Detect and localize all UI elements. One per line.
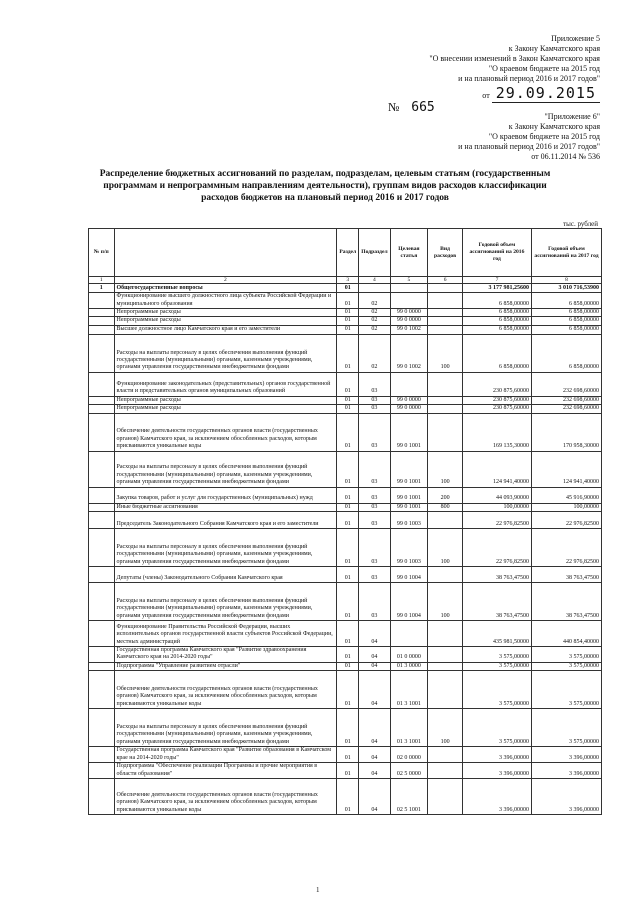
cell-num [89, 709, 115, 747]
cell-podrazdel: 03 [359, 413, 390, 451]
cell-name: Функционирование Правительства Российской Федерации, высших исполнительных органов государственной власти субъектов Российской Федерации, местных администраций [114, 621, 337, 647]
index-cell: 8 [531, 277, 601, 284]
document-title: Распределение бюджетных ассигнований по разделам, подразделам, целевым статьям (государственным программам и непрограммным направлениям деятельности), группам видов расходов классификации расходов бюджетов на плановый период 2016 и 2017 годов [99, 169, 551, 203]
cell-num [89, 662, 115, 670]
date-prefix: от [482, 91, 490, 100]
cell-expense-type: 100 [428, 709, 463, 747]
table-row [89, 747, 602, 763]
cell-name: Высшее должностное лицо Камчатского края и его заместители [114, 325, 337, 334]
cell-num [89, 372, 115, 396]
cell-name: Общегосударственные вопросы [114, 284, 337, 293]
cell-target-article: 99 0 1004 [390, 583, 428, 621]
cell-razdel: 01 [337, 503, 359, 511]
cell-amount-2017: 124 941,40000 [531, 451, 601, 487]
law-date [340, 84, 600, 102]
cell-razdel: 01 [337, 334, 359, 372]
cell-amount-2016: 124 941,40000 [462, 451, 531, 487]
cell-amount-2016: 230 875,60000 [462, 372, 531, 396]
table-row [89, 621, 602, 647]
cell-amount-2016: 3 575,00000 [462, 671, 531, 709]
cell-num [89, 293, 115, 309]
cell-razdel: 01 [337, 583, 359, 621]
appendix-header-original [380, 112, 600, 162]
cell-num [89, 325, 115, 334]
cell-razdel: 01 [337, 405, 359, 413]
cell-expense-type [428, 317, 463, 325]
cell-podrazdel: 03 [359, 487, 390, 503]
cell-expense-type: 200 [428, 487, 463, 503]
cell-expense-type [428, 567, 463, 583]
cell-name: Обеспечение деятельности государственных органов власти (государственных органов) Камчатского края, за исключением обособленных расходов, которым присваиваются уникальные коды [114, 671, 337, 709]
cell-razdel: 01 [337, 413, 359, 451]
cell-amount-2016: 169 135,30000 [462, 413, 531, 451]
cell-name: Председатель Законодательного Собрания Камчатского края и его заместители [114, 512, 337, 529]
cell-amount-2016: 435 981,50000 [462, 621, 531, 647]
cell-amount-2016: 6 858,00000 [462, 293, 531, 309]
cell-expense-type: 100 [428, 451, 463, 487]
col-header-2016: Годовой объем ассигнований на 2016 год [462, 229, 531, 277]
budget-table [88, 228, 602, 815]
cell-target-article: 99 0 1004 [390, 567, 428, 583]
cell-podrazdel: 03 [359, 451, 390, 487]
cell-expense-type [428, 779, 463, 815]
cell-expense-type [428, 405, 463, 413]
table-row [89, 529, 602, 567]
table-row [89, 487, 602, 503]
cell-amount-2017: 22 976,82500 [531, 529, 601, 567]
cell-razdel: 01 [337, 671, 359, 709]
cell-num [89, 396, 115, 404]
cell-amount-2016: 230 875,60000 [462, 396, 531, 404]
cell-amount-2017: 3 575,00000 [531, 662, 601, 670]
cell-target-article [390, 293, 428, 309]
table-row [89, 779, 602, 815]
cell-expense-type [428, 396, 463, 404]
cell-razdel: 01 [337, 325, 359, 334]
table-row [89, 763, 602, 779]
cell-name: Подпрограмма "Управление развитием отрасли" [114, 662, 337, 670]
cell-podrazdel: 02 [359, 334, 390, 372]
cell-podrazdel: 03 [359, 529, 390, 567]
cell-num [89, 583, 115, 621]
cell-num [89, 512, 115, 529]
cell-name: Непрограммные расходы [114, 396, 337, 404]
cell-razdel: 01 [337, 747, 359, 763]
cell-name: Государственная программа Камчатского края "Развитие образования в Камчатском крае на 2014-2020 годы" [114, 747, 337, 763]
cell-num [89, 529, 115, 567]
cell-podrazdel: 04 [359, 647, 390, 663]
cell-num [89, 779, 115, 815]
table-row [89, 309, 602, 317]
cell-num [89, 413, 115, 451]
cell-amount-2017: 3 396,00000 [531, 747, 601, 763]
cell-expense-type [428, 763, 463, 779]
cell-amount-2016: 3 575,00000 [462, 647, 531, 663]
cell-razdel: 01 [337, 779, 359, 815]
cell-amount-2016: 22 976,82500 [462, 512, 531, 529]
cell-expense-type [428, 293, 463, 309]
table-row [89, 567, 602, 583]
cell-target-article: 01 0 0000 [390, 647, 428, 663]
cell-razdel: 01 [337, 372, 359, 396]
cell-num [89, 621, 115, 647]
cell-podrazdel: 02 [359, 317, 390, 325]
cell-expense-type [428, 512, 463, 529]
cell-target-article: 99 0 1001 [390, 503, 428, 511]
header-line: и на плановый период 2016 и 2017 годов" [458, 74, 600, 83]
cell-amount-2016: 3 177 981,25600 [462, 284, 531, 293]
cell-amount-2017: 3 575,00000 [531, 709, 601, 747]
cell-name: Депутаты (члены) Законодательного Собрания Камчатского края [114, 567, 337, 583]
number-sign: № [388, 100, 400, 114]
cell-amount-2017: 38 763,47500 [531, 567, 601, 583]
cell-name: Расходы на выплаты персоналу в целях обеспечения выполнения функций государственными (муниципальными) органами, казенными учреждениями, органами управления государственными внебюджетными фондами [114, 583, 337, 621]
cell-expense-type [428, 413, 463, 451]
cell-target-article: 02 0 0000 [390, 747, 428, 763]
cell-amount-2017: 100,00000 [531, 503, 601, 511]
header-line: и на плановый период 2016 и 2017 годов" [458, 142, 600, 151]
cell-podrazdel: 04 [359, 662, 390, 670]
cell-expense-type [428, 662, 463, 670]
cell-target-article: 02 5 1001 [390, 779, 428, 815]
cell-target-article: 99 0 1003 [390, 512, 428, 529]
cell-amount-2016: 6 858,00000 [462, 334, 531, 372]
cell-amount-2017: 6 858,00000 [531, 293, 601, 309]
cell-amount-2017: 3 396,00000 [531, 763, 601, 779]
cell-podrazdel: 04 [359, 709, 390, 747]
cell-podrazdel: 04 [359, 763, 390, 779]
cell-podrazdel: 02 [359, 293, 390, 309]
cell-num [89, 671, 115, 709]
cell-target-article [390, 372, 428, 396]
cell-amount-2016: 230 875,60000 [462, 405, 531, 413]
table-row [89, 662, 602, 670]
cell-name: Обеспечение деятельности государственных органов власти (государственных органов) Камчатского края, за исключением обособленных расходов, которым присваиваются уникальные коды [114, 413, 337, 451]
cell-name: Государственная программа Камчатского края "Развитие здравоохранения Камчатского края на 2014-2020 годы" [114, 647, 337, 663]
table-row [89, 709, 602, 747]
cell-podrazdel: 03 [359, 503, 390, 511]
cell-amount-2016: 38 763,47500 [462, 567, 531, 583]
cell-amount-2017: 6 858,00000 [531, 334, 601, 372]
table-row [89, 405, 602, 413]
cell-target-article: 99 0 1001 [390, 451, 428, 487]
table-row [89, 671, 602, 709]
table-row [89, 284, 602, 293]
cell-num: 1 [89, 284, 115, 293]
cell-razdel: 01 [337, 647, 359, 663]
cell-razdel: 01 [337, 309, 359, 317]
cell-name: Непрограммные расходы [114, 309, 337, 317]
cell-num [89, 487, 115, 503]
cell-razdel: 01 [337, 621, 359, 647]
units-label: тыс. рублей [563, 220, 598, 228]
cell-target-article [390, 284, 428, 293]
cell-amount-2017: 6 858,00000 [531, 325, 601, 334]
index-cell: 1 [89, 277, 115, 284]
cell-name: Иные бюджетные ассигнования [114, 503, 337, 511]
table-row [89, 317, 602, 325]
index-cell: 4 [359, 277, 390, 284]
cell-target-article: 99 0 1002 [390, 325, 428, 334]
table-row [89, 647, 602, 663]
cell-podrazdel: 02 [359, 325, 390, 334]
cell-podrazdel: 02 [359, 309, 390, 317]
cell-expense-type [428, 747, 463, 763]
cell-name: Функционирование высшего должностного лица субъекта Российской Федерации и муниципального образования [114, 293, 337, 309]
cell-razdel: 01 [337, 396, 359, 404]
cell-expense-type [428, 621, 463, 647]
cell-amount-2017: 170 958,30000 [531, 413, 601, 451]
cell-num [89, 747, 115, 763]
cell-amount-2016: 22 976,82500 [462, 529, 531, 567]
index-cell: 7 [462, 277, 531, 284]
cell-podrazdel: 03 [359, 512, 390, 529]
cell-amount-2016: 38 763,47500 [462, 583, 531, 621]
cell-name: Функционирование законодательных (представительных) органов государственной власти и представительных органов муниципальных образований [114, 372, 337, 396]
cell-amount-2017: 440 854,40000 [531, 621, 601, 647]
cell-amount-2016: 6 858,00000 [462, 325, 531, 334]
cell-amount-2017: 38 763,47500 [531, 583, 601, 621]
cell-target-article: 99 0 0000 [390, 309, 428, 317]
cell-amount-2017: 3 575,00000 [531, 647, 601, 663]
col-header-2017: Годовой объем ассигнований на 2017 год [531, 229, 601, 277]
cell-name: Расходы на выплаты персоналу в целях обеспечения выполнения функций государственными (муниципальными) органами, казенными учреждениями, органами управления государственными внебюджетными фондами [114, 529, 337, 567]
cell-expense-type: 800 [428, 503, 463, 511]
table-row [89, 293, 602, 309]
cell-razdel: 01 [337, 451, 359, 487]
cell-amount-2017: 45 916,90000 [531, 487, 601, 503]
cell-expense-type [428, 372, 463, 396]
cell-amount-2016: 6 858,00000 [462, 309, 531, 317]
cell-amount-2016: 100,00000 [462, 503, 531, 511]
cell-amount-2017: 232 698,60000 [531, 372, 601, 396]
table-row [89, 372, 602, 396]
date-stamp: 29.09.2015 [492, 84, 600, 103]
cell-name: Непрограммные расходы [114, 317, 337, 325]
cell-name: Закупка товаров, работ и услуг для государственных (муниципальных) нужд [114, 487, 337, 503]
cell-expense-type [428, 671, 463, 709]
cell-expense-type [428, 325, 463, 334]
header-line: "О краевом бюджете на 2015 год [488, 132, 600, 141]
appendix-header [340, 34, 600, 101]
cell-name: Расходы на выплаты персоналу в целях обеспечения выполнения функций государственными (муниципальными) органами, казенными учреждениями, органами управления государственными внебюджетными фондами [114, 334, 337, 372]
cell-amount-2017: 22 976,82500 [531, 512, 601, 529]
cell-podrazdel: 04 [359, 779, 390, 815]
cell-podrazdel: 03 [359, 372, 390, 396]
cell-target-article: 99 0 1003 [390, 529, 428, 567]
header-line: от 06.11.2014 № 536 [531, 152, 600, 161]
cell-num [89, 503, 115, 511]
cell-target-article [390, 621, 428, 647]
header-line: "Приложение 6" [544, 112, 600, 121]
cell-target-article: 99 0 0000 [390, 405, 428, 413]
cell-expense-type: 100 [428, 334, 463, 372]
index-cell: 5 [390, 277, 428, 284]
cell-num [89, 451, 115, 487]
cell-razdel: 01 [337, 284, 359, 293]
cell-expense-type [428, 309, 463, 317]
cell-amount-2017: 3 010 716,53900 [531, 284, 601, 293]
cell-num [89, 317, 115, 325]
cell-target-article: 99 0 0000 [390, 396, 428, 404]
index-row [89, 277, 602, 284]
cell-podrazdel: 03 [359, 405, 390, 413]
cell-razdel: 01 [337, 709, 359, 747]
cell-razdel: 01 [337, 487, 359, 503]
page-number: 1 [316, 886, 320, 894]
cell-razdel: 01 [337, 529, 359, 567]
cell-razdel: 01 [337, 293, 359, 309]
cell-name: Обеспечение деятельности государственных органов власти (государственных органов) Камчатского края, за исключением обособленных расходов, которым присваиваются уникальные коды [114, 779, 337, 815]
cell-target-article: 99 0 0000 [390, 317, 428, 325]
cell-num [89, 405, 115, 413]
table-row [89, 503, 602, 511]
cell-razdel: 01 [337, 567, 359, 583]
cell-num [89, 647, 115, 663]
cell-target-article: 99 0 1001 [390, 413, 428, 451]
col-header-razdel: Раздел [337, 229, 359, 277]
cell-amount-2016: 3 575,00000 [462, 709, 531, 747]
cell-name: Непрограммные расходы [114, 405, 337, 413]
cell-target-article: 01 3 0000 [390, 662, 428, 670]
cell-amount-2017: 3 396,00000 [531, 779, 601, 815]
cell-target-article: 01 3 1001 [390, 671, 428, 709]
cell-target-article: 01 3 1001 [390, 709, 428, 747]
cell-target-article: 99 0 1002 [390, 334, 428, 372]
cell-num [89, 763, 115, 779]
table-row [89, 334, 602, 372]
cell-podrazdel: 04 [359, 621, 390, 647]
cell-razdel: 01 [337, 763, 359, 779]
cell-amount-2016: 3 396,00000 [462, 747, 531, 763]
header-line: Приложение 5 [551, 34, 600, 43]
cell-podrazdel: 04 [359, 747, 390, 763]
cell-expense-type: 100 [428, 583, 463, 621]
cell-name: Расходы на выплаты персоналу в целях обеспечения выполнения функций государственными (муниципальными) органами, казенными учреждениями, органами управления государственными внебюджетными фондами [114, 709, 337, 747]
cell-amount-2017: 232 698,60000 [531, 396, 601, 404]
cell-amount-2016: 6 858,00000 [462, 317, 531, 325]
table-row [89, 325, 602, 334]
cell-podrazdel: 03 [359, 567, 390, 583]
cell-razdel: 01 [337, 317, 359, 325]
cell-podrazdel: 03 [359, 583, 390, 621]
cell-name: Подпрограмма "Обеспечение реализации Программы и прочие мероприятия в области образования" [114, 763, 337, 779]
cell-amount-2016: 3 575,00000 [462, 662, 531, 670]
header-line: к Закону Камчатского края [508, 44, 600, 53]
cell-amount-2017: 232 698,60000 [531, 405, 601, 413]
col-header-podrazdel: Подраздел [359, 229, 390, 277]
table-row [89, 413, 602, 451]
index-cell: 6 [428, 277, 463, 284]
cell-amount-2017: 6 858,00000 [531, 317, 601, 325]
cell-num [89, 309, 115, 317]
col-header-vr: Вид расходов [428, 229, 463, 277]
index-cell: 2 [114, 277, 337, 284]
number-value: 665 [411, 100, 435, 115]
col-header-name [114, 229, 337, 277]
index-cell: 3 [337, 277, 359, 284]
cell-podrazdel [359, 284, 390, 293]
cell-expense-type [428, 647, 463, 663]
table-row [89, 583, 602, 621]
cell-podrazdel: 04 [359, 671, 390, 709]
header-line: "О внесении изменений в Закон Камчатского края [429, 54, 600, 63]
cell-target-article: 99 0 1001 [390, 487, 428, 503]
table-row [89, 451, 602, 487]
cell-amount-2017: 6 858,00000 [531, 309, 601, 317]
cell-target-article: 02 5 0000 [390, 763, 428, 779]
col-header-num: № п/п [89, 229, 115, 277]
table-row [89, 512, 602, 529]
cell-num [89, 334, 115, 372]
header-line: "О краевом бюджете на 2015 год [488, 64, 600, 73]
cell-podrazdel: 03 [359, 396, 390, 404]
cell-amount-2016: 44 093,90000 [462, 487, 531, 503]
col-header-cs: Целевая статья [390, 229, 428, 277]
cell-razdel: 01 [337, 512, 359, 529]
cell-amount-2016: 3 396,00000 [462, 779, 531, 815]
table-row [89, 396, 602, 404]
header-line: к Закону Камчатского края [508, 122, 600, 131]
cell-amount-2016: 3 396,00000 [462, 763, 531, 779]
cell-razdel: 01 [337, 662, 359, 670]
cell-expense-type [428, 284, 463, 293]
cell-name: Расходы на выплаты персоналу в целях обеспечения выполнения функций государственными (муниципальными) органами, казенными учреждениями, органами управления государственными внебюджетными фондами [114, 451, 337, 487]
cell-num [89, 567, 115, 583]
cell-expense-type: 100 [428, 529, 463, 567]
cell-amount-2017: 3 575,00000 [531, 671, 601, 709]
budget-table-body [89, 284, 602, 815]
